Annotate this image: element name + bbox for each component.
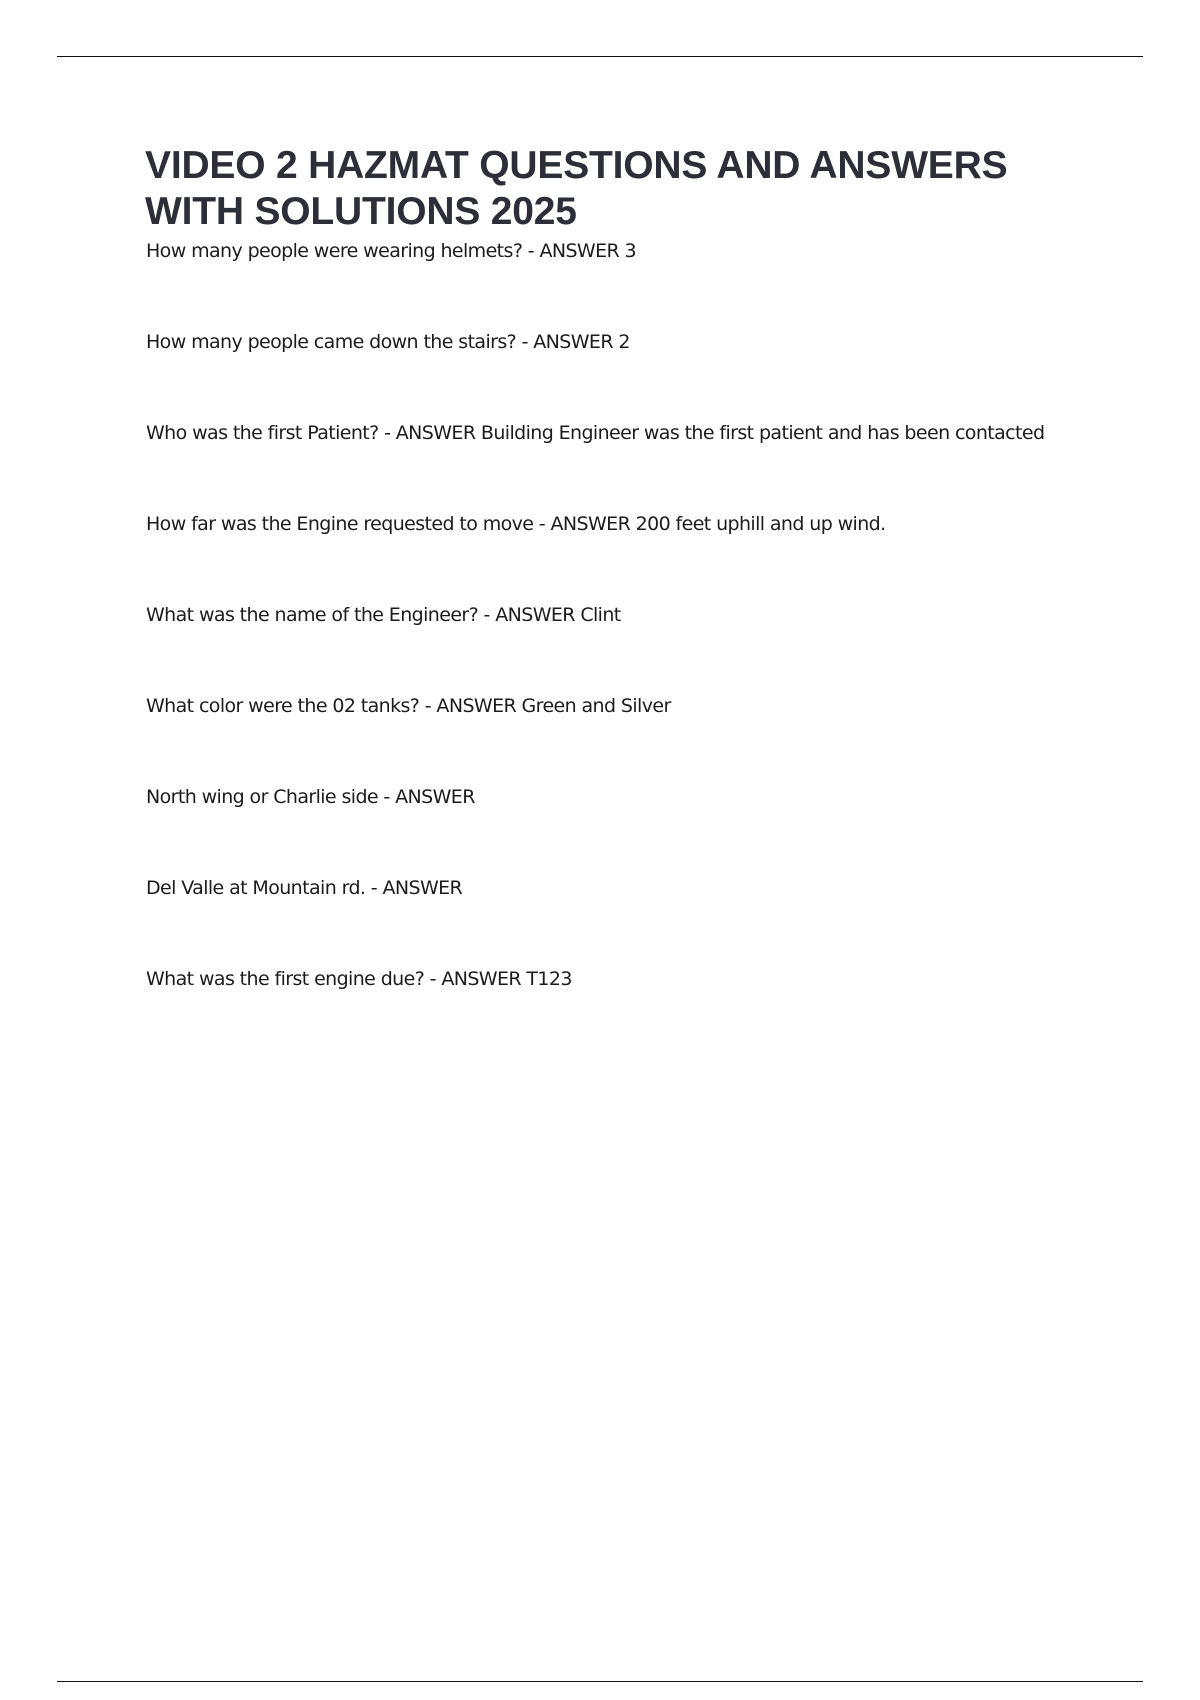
qa-item: How many people came down the stairs? - ANSWER 2 <box>146 331 630 353</box>
qa-list <box>146 237 1106 1056</box>
header-rule <box>57 56 1143 57</box>
qa-item: What color were the 02 tanks? - ANSWER Green and Silver <box>146 695 671 717</box>
qa-item: How many people were wearing helmets? - ANSWER 3 <box>146 240 637 262</box>
qa-item: North wing or Charlie side - ANSWER <box>146 786 475 808</box>
footer-rule <box>57 1681 1143 1682</box>
qa-item: Who was the first Patient? - ANSWER Building Engineer was the first patient and has been contacted <box>146 422 1045 444</box>
document-title: VIDEO 2 HAZMAT QUESTIONS AND ANSWERS WITH SOLUTIONS 2025 <box>145 144 1008 233</box>
qa-item: Del Valle at Mountain rd. - ANSWER <box>146 877 463 899</box>
qa-item: How far was the Engine requested to move - ANSWER 200 feet uphill and up wind. <box>146 513 886 535</box>
qa-item: What was the name of the Engineer? - ANSWER Clint <box>146 604 621 626</box>
qa-item: What was the first engine due? - ANSWER T123 <box>146 968 572 990</box>
